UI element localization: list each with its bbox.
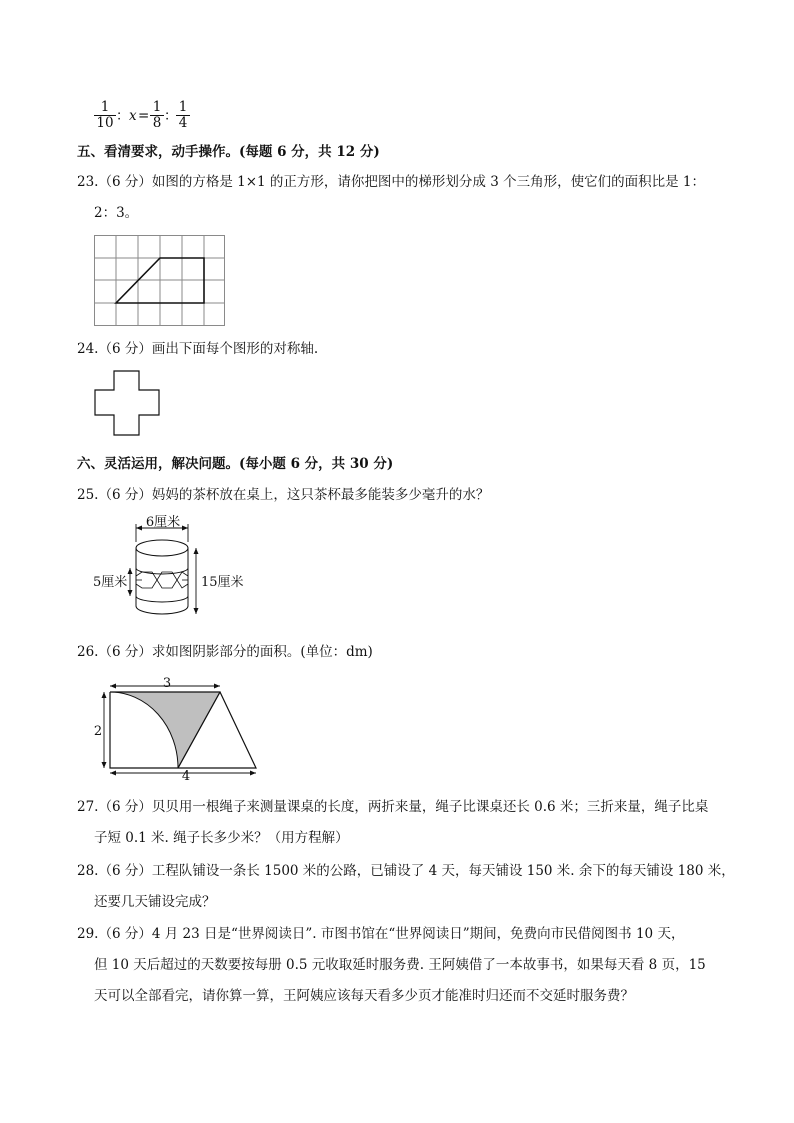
question-23-line-2: 2：3。 — [94, 205, 139, 221]
cup-cylinder-figure — [90, 510, 250, 622]
shaded-area-figure — [92, 674, 264, 784]
top-length-label: 3 — [162, 676, 172, 691]
variable-x: x — [129, 108, 137, 124]
fraction-1-8: $\frac{1}{8}$ — [150, 100, 164, 131]
question-27-line-1: 27.（6 分）贝贝用一根绳子来测量课桌的长度，两折来量，绳子比课桌还长 0.6 米；三折来量，绳子比桌 — [77, 799, 709, 815]
question-29-line-1: 29.（6 分）4 月 23 日是“世界阅读日”. 市图书馆在“世界阅读日”期间，免费向市民借阅图书 10 天， — [77, 926, 685, 942]
question-29-line-3: 天可以全部看完，请你算一算，王阿姨应该每天看多少页才能准时归还而不交延时服务费？ — [94, 988, 634, 1004]
section-6-heading: 六、灵活运用，解决问题。(每小题 6 分，共 30 分) — [77, 456, 394, 472]
question-28-line-1: 28.（6 分）工程队铺设一条长 1500 米的公路，已铺设了 4 天，每天铺设 150 米. 余下的每天铺设 180 米， — [77, 863, 735, 879]
question-23-line-1: 23.（6 分）如图的方格是 1×1 的正方形，请你把图中的梯形划分成 3 个三角形，使它们的面积比是 1： — [77, 174, 705, 190]
cup-height-label: 15厘米 — [201, 575, 244, 590]
pattern-height-label: 5厘米 — [93, 575, 128, 590]
question-29-line-2: 但 10 天后超过的天数要按每册 0.5 元收取延时服务费. 王阿姨借了一本故事书，如果每天看 8 页，15 — [94, 957, 706, 973]
bottom-length-label: 4 — [181, 769, 191, 784]
colon: ： — [164, 108, 178, 124]
question-28-line-2: 还要几天铺设完成？ — [94, 894, 216, 910]
grid-trapezoid-figure — [94, 235, 226, 327]
fraction-1-10: $\frac{1}{10}$ — [94, 100, 116, 131]
question-27-line-2: 子短 0.1 米. 绳子长多少米？（用方程解） — [94, 830, 349, 846]
equals-sign: = — [138, 108, 150, 124]
section-5-heading: 五、看清要求，动手操作。(每题 6 分，共 12 分) — [77, 144, 380, 160]
fraction-1-4: $\frac{1}{4}$ — [176, 100, 190, 131]
question-26-text: 26.（6 分）求如图阴影部分的面积。(单位：dm) — [77, 644, 373, 660]
question-25-text: 25.（6 分）妈妈的茶杯放在桌上，这只茶杯最多能装多少毫升的水？ — [77, 487, 490, 503]
shaded-region — [110, 692, 220, 768]
cross-shape-figure — [94, 370, 160, 436]
question-24-text: 24.（6 分）画出下面每个图形的对称轴. — [77, 341, 319, 357]
colon: ： — [116, 108, 130, 124]
left-length-label: 2 — [93, 724, 103, 739]
diameter-label: 6厘米 — [145, 515, 181, 530]
